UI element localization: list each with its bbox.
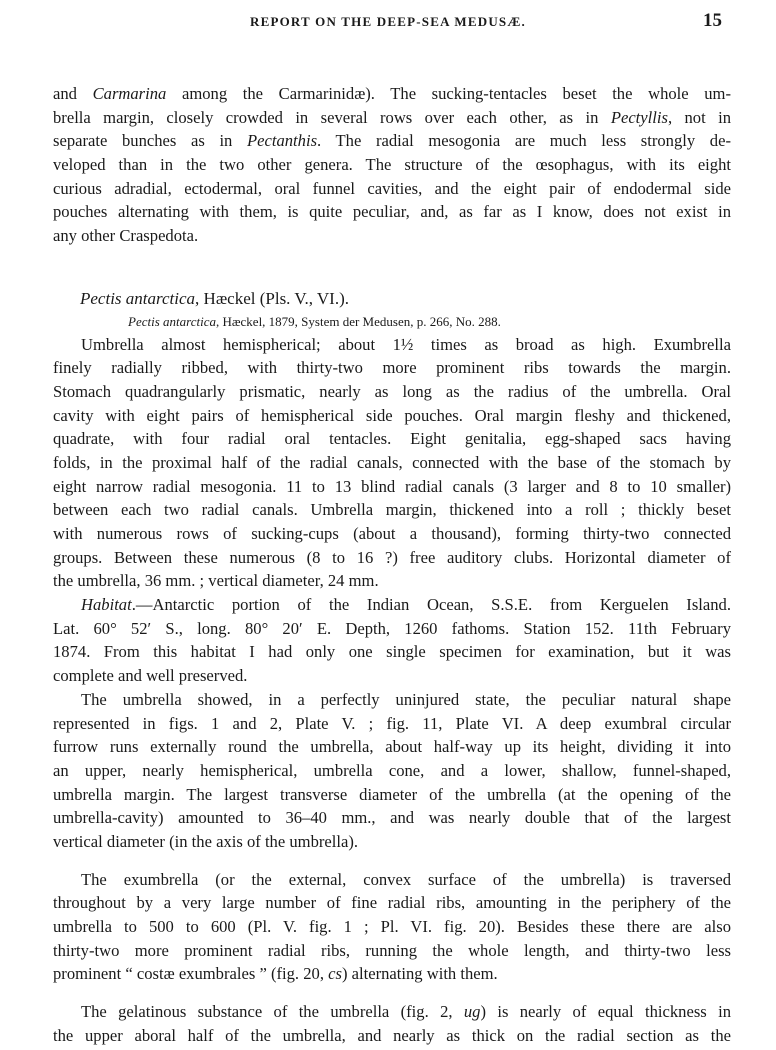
intro-paragraph [53, 82, 731, 248]
text-line [53, 224, 731, 248]
text-run: veloped than in the two other genera. The structure of the œsophagus, with its eight [53, 155, 731, 175]
text-run: ) alternating with them. [341, 964, 498, 984]
text-run: cavity with eight pairs of hemispherical side pouches. Oral margin fleshy and thickened, [53, 405, 731, 425]
text-line [53, 688, 731, 712]
text-run: 1874. From this habitat I had only one single specimen for examination, but it was [53, 642, 731, 662]
text-run: Lat. 60° 52′ S., long. 80° 20′ E. Depth, 1260 fathoms. Station 152. 11th February [53, 618, 731, 638]
text-run: Stomach quadrangularly prismatic, nearly as long as the radius of the umbrella. Oral [53, 381, 731, 401]
text-line [53, 783, 731, 807]
italic-run: Pectyllis [610, 107, 668, 127]
text-line [53, 830, 731, 854]
text-line [53, 915, 731, 939]
text-run: eight narrow radial mesogonia. 11 to 13 blind radial canals (3 larger and 8 to 10 smaller) [53, 476, 731, 496]
text-line [53, 200, 731, 224]
text-line [53, 640, 731, 664]
text-run: furrow runs externally round the umbrella, about half-way up its height, dividing it into [53, 737, 731, 757]
text-line [53, 356, 731, 380]
text-line [53, 868, 731, 892]
page-number: 15 [703, 10, 722, 31]
text-run: throughout by a very large number of fine radial ribs, amounting in the periphery of the [53, 893, 731, 913]
running-title: REPORT ON THE DEEP-SEA MEDUSÆ. [250, 14, 526, 29]
text-line [53, 475, 731, 499]
text-line [53, 569, 731, 593]
text-line [53, 712, 731, 736]
text-run: . The radial mesogonia are much less strongly de- [317, 131, 731, 151]
text-line [53, 806, 731, 830]
text-run: between each two radial canals. Umbrella margin, thickened into a roll ; thickly beset [53, 500, 731, 520]
text-run: with numerous rows of sucking-cups (about a thousand), forming thirty-two connected [53, 524, 731, 544]
text-run: brella margin, closely crowded in several rows over each other, as in [53, 107, 611, 127]
text-run: , Hæckel, 1879, System der Medusen, p. 266, No. 288. [215, 313, 501, 329]
text-line [53, 106, 731, 130]
text-run: the upper aboral half of the umbrella, and nearly as thick on the radial section as the [53, 1025, 731, 1045]
text-run: among the Carmarinidæ). The sucking-tentacles beset the whole um- [166, 84, 731, 103]
paragraph [53, 688, 731, 854]
text-run: , not in [667, 107, 731, 127]
text-line [53, 1024, 731, 1048]
text-run: .—Antarctic portion of the Indian Ocean, S.S.E. from Kerguelen Island. [131, 595, 731, 615]
text-line [53, 153, 731, 177]
text-line [53, 891, 731, 915]
text-line [53, 404, 731, 428]
paragraph [53, 82, 731, 248]
text-line [53, 1000, 731, 1024]
text-run: The gelatinous substance of the umbrella (fig. 2, [81, 1002, 464, 1022]
text-line [53, 939, 731, 963]
italic-run: Pectis antarctica [80, 288, 196, 308]
text-run: finely radially ribbed, with thirty-two more prominent ribs towards the margin. [53, 358, 731, 378]
text-run: vertical diameter (in the axis of the umbrella). [53, 831, 359, 851]
text-run: Umbrella almost hemispherical; about 1½ times as broad as high. Exumbrella [81, 334, 731, 354]
text-run: ) is nearly of equal thickness in [480, 1002, 731, 1022]
text-run: represented in figs. 1 and 2, Plate V. ; fig. 11, Plate VI. A deep exumbral circular [53, 713, 731, 733]
text-run: an upper, nearly hemispherical, umbrella cone, and a lower, shallow, funnel-shaped, [53, 760, 731, 780]
text-line [53, 427, 731, 451]
page-body [53, 82, 731, 1047]
text-line [53, 759, 731, 783]
text-line [53, 522, 731, 546]
text-line [53, 82, 731, 106]
text-run: umbrella-cavity) amounted to 36–40 mm., and was nearly double that of the largest [53, 808, 731, 828]
text-line [53, 129, 731, 153]
species-heading [53, 287, 731, 311]
text-run: complete and well preserved. [53, 666, 248, 686]
paragraph [53, 868, 731, 986]
italic-run: ug [463, 1002, 481, 1022]
italic-run: Pectanthis [246, 131, 318, 151]
italic-run: Habitat [81, 595, 132, 615]
text-line [53, 617, 731, 641]
text-run: The exumbrella (or the external, convex surface of the umbrella) is traversed [81, 869, 731, 889]
text-run: pouches alternating with them, is quite peculiar, and, as far as I know, does not exist in [53, 202, 731, 222]
text-run: The umbrella showed, in a perfectly uninjured state, the peculiar natural shape [81, 689, 731, 709]
text-run: umbrella to 500 to 600 (Pl. V. fig. 1 ; Pl. VI. fig. 20). Besides these there are also [53, 917, 731, 937]
paragraph [53, 593, 731, 688]
text-run: thirty-two more prominent radial ribs, running the whole length, and thirty-two less [53, 940, 731, 960]
italic-run: Carmarina [92, 84, 167, 103]
text-run: the umbrella, 36 mm. ; vertical diameter, 24 mm. [53, 571, 379, 591]
text-line [53, 735, 731, 759]
text-line [53, 380, 731, 404]
text-run: prominent “ costæ exumbrales ” (fig. 20, [53, 964, 329, 984]
paragraph [53, 1000, 731, 1047]
species-citation [53, 311, 731, 333]
text-run: quadrate, with four radial oral tentacles. Eight genitalia, egg-shaped sacs having [53, 429, 731, 449]
text-run: umbrella margin. The largest transverse diameter of the umbrella (at the opening of the [53, 784, 731, 804]
text-line [53, 333, 731, 357]
text-line [53, 962, 731, 986]
text-run: any other Craspedota. [53, 226, 199, 246]
text-line [53, 593, 731, 617]
paragraph [53, 333, 731, 594]
italic-run: cs [328, 964, 342, 984]
text-run: folds, in the proximal half of the radial canals, connected with the base of the stomach by [53, 452, 731, 472]
text-line [53, 664, 731, 688]
species-description [53, 333, 731, 1048]
text-run: separate bunches as in [53, 131, 247, 151]
text-run: curious adradial, ectodermal, oral funnel cavities, and the eight pair of endodermal side [53, 178, 731, 198]
text-run: , Hæckel (Pls. V., VI.). [195, 288, 350, 308]
italic-run: Pectis antarctica [128, 313, 216, 329]
text-line [53, 498, 731, 522]
text-line [53, 177, 731, 201]
text-run: and [53, 84, 93, 103]
text-run: groups. Between these numerous (8 to 16 ?) free auditory clubs. Horizontal diameter of [53, 547, 731, 567]
text-line [53, 546, 731, 570]
text-line [53, 451, 731, 475]
